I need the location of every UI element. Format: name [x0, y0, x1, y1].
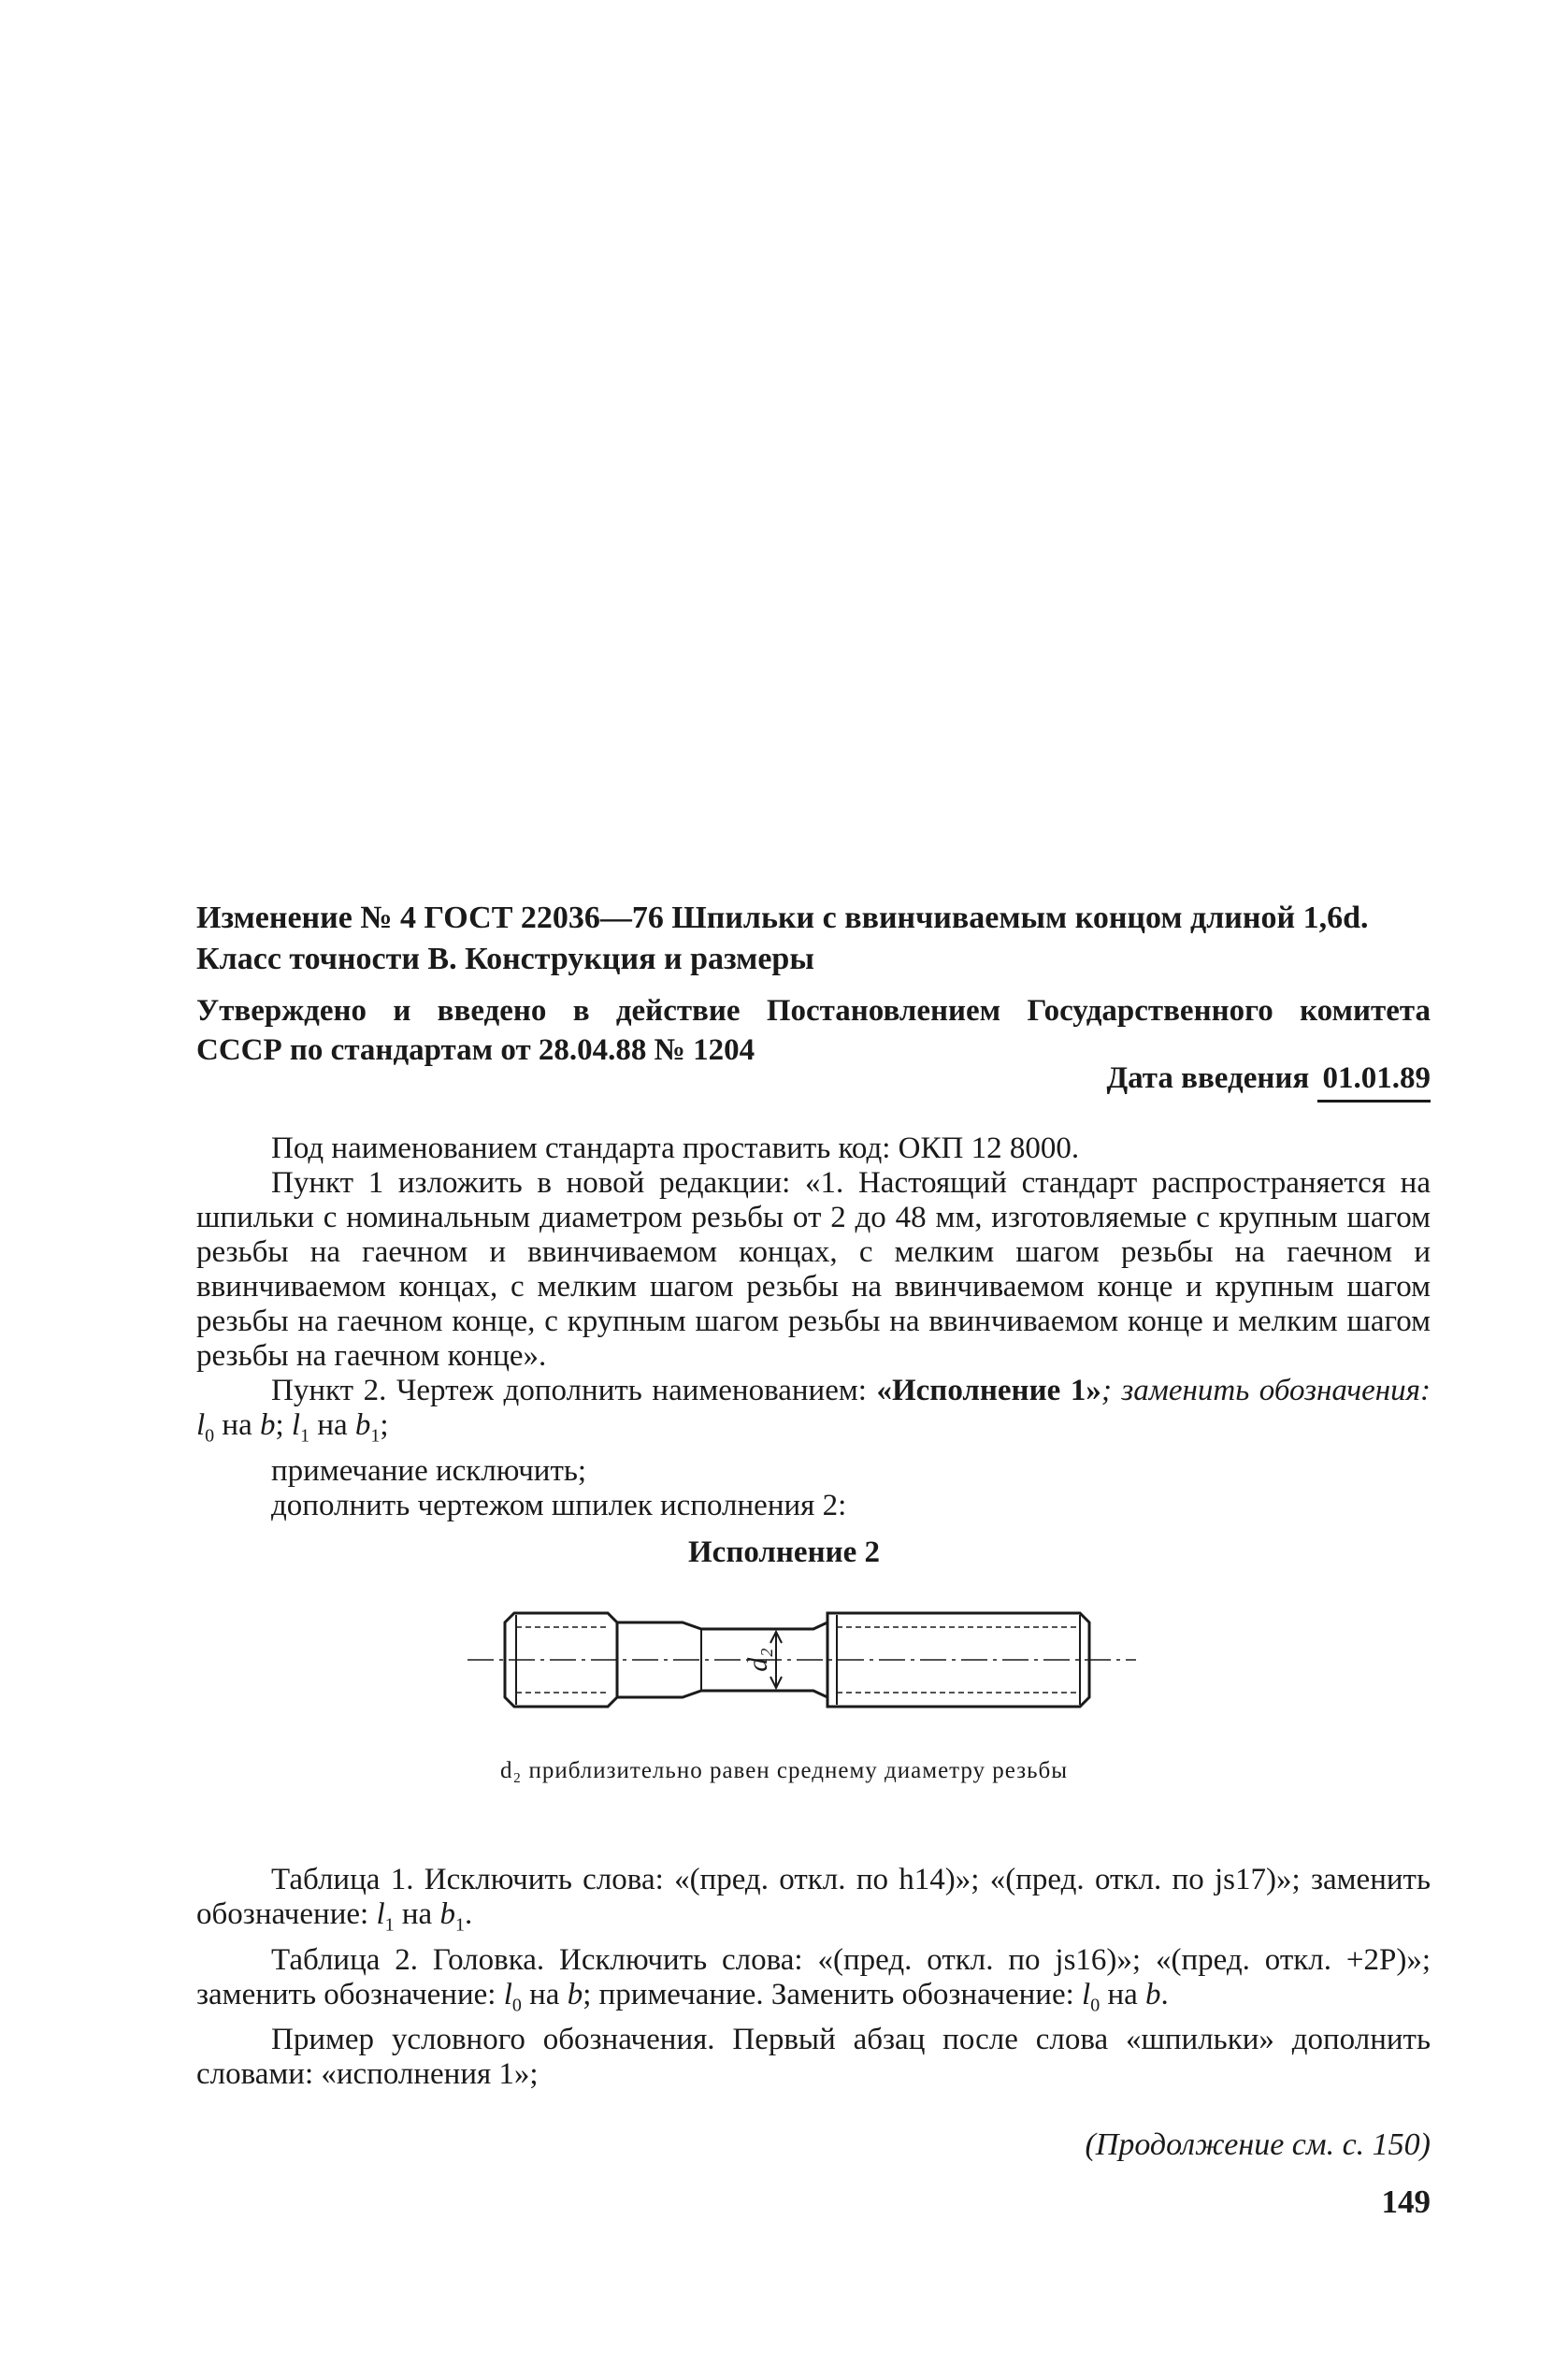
approval-line-1: Утверждено и введено в действие Постановлением Государственного комитета: [196, 994, 1431, 1028]
symbol-b1-sub: 1: [454, 1914, 465, 1936]
table-1-text: Таблица 1. Исключить слова: «(пред. откл. по h14)»; «(пред. откл. по js17)»; заменить обозначение:: [196, 1863, 1431, 1931]
paragraph-add-drawing: дополнить чертежом шпилек исполнения 2:: [271, 1488, 847, 1522]
paragraph-table-2: [196, 1943, 1431, 2024]
word-na: на: [1100, 1977, 1146, 2011]
figure-caption: d₂ приблизительно равен среднему диаметру резьбы: [499, 1758, 1069, 1783]
amendment-title: [196, 898, 1431, 980]
item-2-text: Пункт 2. Чертеж дополнить наименованием:: [271, 1374, 877, 1407]
paragraph-item-1: Пункт 1 изложить в новой редакции: «1. Настоящий стандарт распространяется на шпильки с номинальным диаметром резьбы от 2 до 48 мм, изготовляемые с крупным шагом резьбы на гаечном и ввинчиваемом концах, с мелким шагом резьбы на гаечном и ввинчиваемом концах, с мелким шагом резьбы на ввинчиваемом конце и крупным шагом резьбы на гаечном конце, с крупным шагом резьбы на ввинчиваемом конце и мелким шагом резьбы на гаечном конце».: [196, 1166, 1431, 1373]
separator: ;: [275, 1408, 292, 1442]
title-line-1: Изменение № 4 ГОСТ 22036—76 Шпильки с ввинчиваемым концом длиной 1,6d.: [196, 901, 1369, 935]
symbol-b: b: [259, 1408, 276, 1442]
item-2-tail: ;: [380, 1408, 389, 1442]
symbol-b: b: [1145, 1977, 1161, 2011]
symbol-b1-sub: 1: [370, 1425, 381, 1447]
paragraph-example: Пример условного обозначения. Первый абзац после слова «шпильки» дополнить словами: «исполнения 1»;: [196, 2023, 1431, 2092]
symbol-b1: b: [439, 1897, 455, 1931]
title-line-2: Класс точности В. Конструкция и размеры: [196, 942, 814, 976]
word-na: на: [521, 1977, 568, 2011]
symbol-l1: l: [376, 1897, 385, 1931]
symbol-l0-sub: 0: [205, 1425, 215, 1447]
paragraph-note-remove: примечание исключить;: [271, 1453, 587, 1488]
symbol-b1: b: [354, 1408, 371, 1442]
table-2-text: Таблица 2. Головка. Исключить слова: «(пред. откл. по js16)»; «(пред. откл. +2P)»; заменить обозначение:: [196, 1942, 1431, 2011]
figure-title: Исполнение 2: [688, 1535, 880, 1569]
symbol-l1-sub: 1: [384, 1914, 395, 1936]
table-2-mid: ; примечание. Заменить обозначение:: [583, 1977, 1083, 2011]
continuation-note: (Продолжение см. с. 150): [1085, 2127, 1431, 2162]
symbol-l0-sub: 0: [1090, 1995, 1100, 2016]
symbol-l1-sub: 1: [300, 1425, 310, 1447]
stud-drawing: [468, 1590, 1141, 1730]
word-na: на: [214, 1408, 260, 1442]
page-number: 149: [1381, 2184, 1431, 2220]
symbol-b: b: [567, 1977, 583, 2011]
dimension-label-d2: d₂: [742, 1648, 773, 1672]
shank-top: [617, 1622, 827, 1629]
effective-date: [1106, 1059, 1431, 1103]
symbol-l0: l: [196, 1408, 206, 1442]
amendment-body: [196, 1132, 1431, 1523]
word-na: на: [394, 1897, 440, 1931]
item-2-bold: «Исполнение 1»: [876, 1374, 1101, 1407]
table-2-end: .: [1160, 1977, 1169, 2011]
item-2-end: ; заменить обозначения:: [1100, 1374, 1431, 1407]
shank-bottom: [617, 1691, 827, 1697]
effective-date-value: 01.01.89: [1317, 1059, 1431, 1103]
paragraph-table-1: [196, 1863, 1431, 1943]
paragraph-item-2: [196, 1374, 1431, 1454]
paragraph-code: Под наименованием стандарта проставить код: ОКП 12 8000.: [271, 1132, 1080, 1165]
table-1-end: .: [464, 1897, 473, 1931]
symbol-l1: l: [291, 1408, 301, 1442]
symbol-l0: l: [1082, 1977, 1091, 2011]
symbol-l0: l: [503, 1977, 512, 2011]
symbol-l0-sub: 0: [511, 1995, 522, 2016]
word-na: на: [309, 1408, 355, 1442]
amendment-body-tables: [196, 1863, 1431, 2092]
effective-date-label: Дата введения: [1106, 1061, 1310, 1095]
approval-line-2: СССР по стандартам от 28.04.88 № 1204: [196, 1033, 755, 1067]
